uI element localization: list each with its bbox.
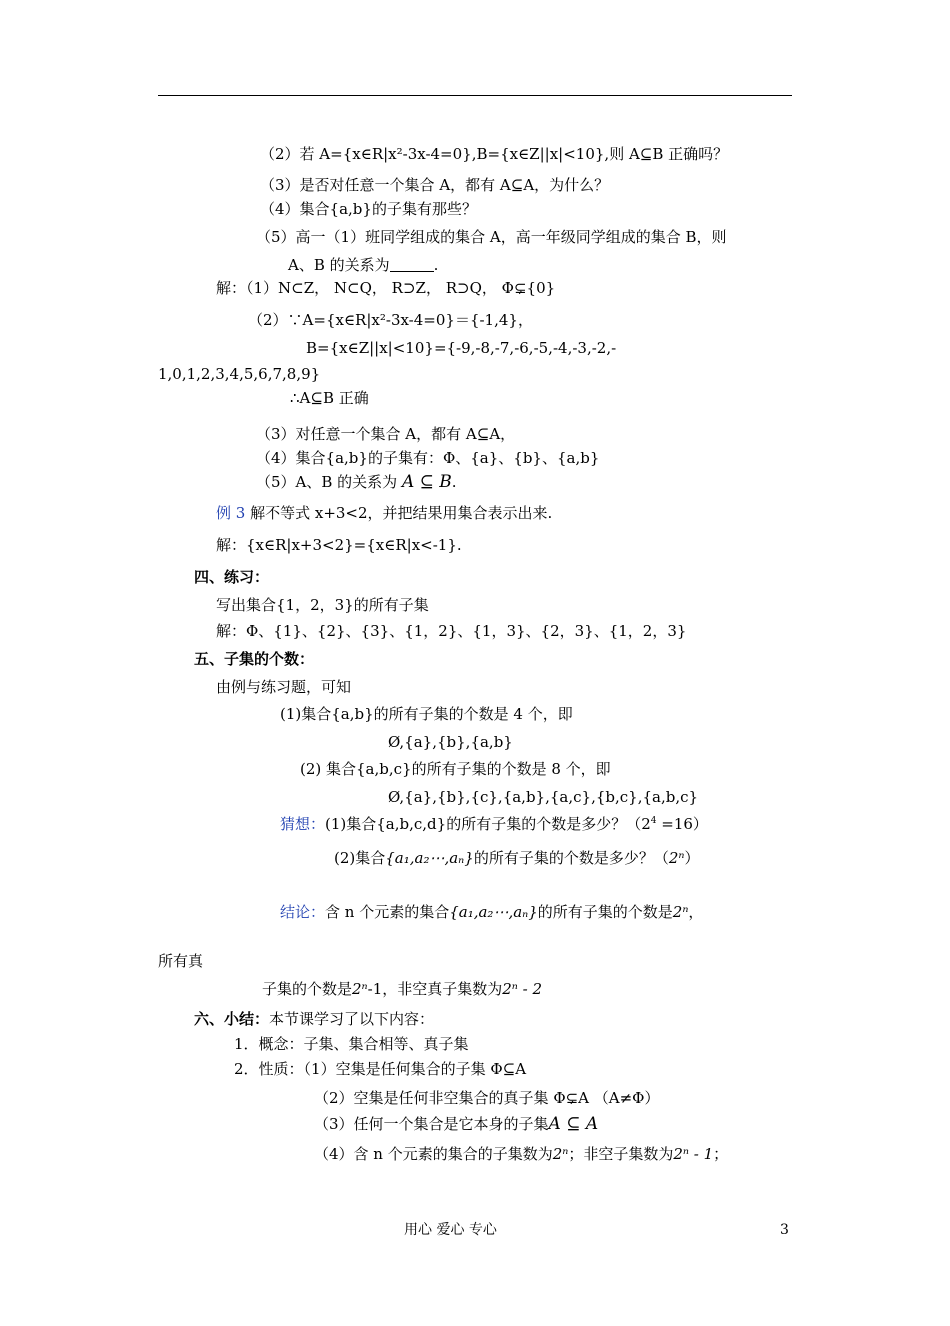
conclusion-cont: 所有真 <box>158 952 204 970</box>
count-2: (2) 集合{a,b,c}的所有子集的个数是 8 个，即 <box>300 760 611 778</box>
property-3 <box>314 1114 598 1134</box>
conjecture-2-text: (2)集合 <box>334 849 386 867</box>
conclusion-text: 含 n 个元素的集合 <box>325 903 450 921</box>
period: . <box>433 256 439 274</box>
power-formula: 2ⁿ <box>352 980 368 998</box>
example-label: 例 3 <box>216 504 246 522</box>
example-text: 解不等式 x+3<2，并把结果用集合表示出来. <box>250 504 553 522</box>
question-3: （3）是否对任意一个集合 A，都有 A⊆A，为什么？ <box>260 176 610 194</box>
conjecture-2-question: 的所有子集的个数是多少？（ <box>473 849 669 867</box>
power-formula-minus-1: 2ⁿ - 1 <box>673 1145 714 1163</box>
solution-5-text: （5）A、B 的关系为 <box>256 473 398 491</box>
proper-subset-count <box>262 979 542 999</box>
set-notation: {a₁,a₂⋯,aₙ} <box>385 849 474 867</box>
section-6-subtitle: 本节课学习了以下内容： <box>269 1010 435 1028</box>
solution-4: （4）集合{a,b}的子集有：Φ、{a}、{b}、{a,b} <box>256 449 600 467</box>
comma: ， <box>688 903 704 921</box>
semicolon: ； <box>713 1145 729 1163</box>
conjecture-label: 猜想： <box>280 815 326 833</box>
period: . <box>451 473 457 491</box>
section-6-heading <box>194 1009 434 1029</box>
conclusion-label: 结论： <box>280 903 326 921</box>
subset-formula: A ⊆ A <box>548 1114 599 1134</box>
count-2-subsets: Ø,{a},{b},{c},{a,b},{a,c},{b,c},{a,b,c} <box>388 788 699 806</box>
close-paren: ） <box>684 849 700 867</box>
fill-blank <box>390 257 434 272</box>
summary-concepts: 1．概念：子集、集合相等、真子集 <box>234 1035 469 1053</box>
count-1-subsets: Ø,{a},{b},{a,b} <box>388 733 513 751</box>
property-3-text: （3）任何一个集合是它本身的子集 <box>314 1115 549 1133</box>
header-rule <box>158 95 792 96</box>
section-4-heading: 四、练习： <box>194 568 270 586</box>
property-4-text: （4）含 n 个元素的集合的子集数为 <box>314 1145 553 1163</box>
conjecture-1-text: (1)集合{a,b,c,d}的所有子集的个数是多少？（2 <box>325 815 651 833</box>
section-5-heading: 五、子集的个数： <box>194 650 315 668</box>
conjecture-2 <box>334 848 699 868</box>
question-5: （5）高一（1）班同学组成的集合 A，高一年级同学组成的集合 B，则 <box>256 228 727 246</box>
exponent: 4 <box>650 816 657 826</box>
solution-2-conclusion: ∴A⊆B 正确 <box>290 389 369 407</box>
section-6-title: 六、小结： <box>194 1010 270 1028</box>
summary-properties: 2．性质：（1）空集是任何集合的子集 Φ⊆A <box>234 1060 527 1078</box>
solution-2-set-b-cont: 1,0,1,2,3,4,5,6,7,8,9} <box>158 365 321 383</box>
question-4: （4）集合{a,b}的子集有那些？ <box>260 200 477 218</box>
exercise-solution: 解：Φ、{1}、{2}、{3}、{1，2}、{1，3}、{2，3}、{1，2，3} <box>216 622 687 640</box>
conclusion-text-2: 的所有子集的个数是 <box>537 903 673 921</box>
solution-1: 解：（1）N⊂Z， N⊂Q， R⊃Z， R⊃Q， Φ⊊{0} <box>216 279 556 297</box>
page-number: 3 <box>780 1222 789 1238</box>
count-1: (1)集合{a,b}的所有子集的个数是 4 个，即 <box>280 705 573 723</box>
exercise-text: 写出集合{1，2，3}的所有子集 <box>216 596 429 614</box>
intro-text: 由例与练习题，可知 <box>216 678 352 696</box>
solution-2: （2）∵A={x∈R|x²-3x-4=0}＝{-1,4}， <box>248 311 533 329</box>
property-2: （2）空集是任何非空集合的真子集 Φ⊊A （A≠Φ） <box>314 1089 660 1107</box>
property-4 <box>314 1144 728 1164</box>
proper-subset-text: 子集的个数是 <box>262 980 353 998</box>
solution-2-set-b: B={x∈Z||x|<10}={-9,-8,-7,-6,-5,-4,-3,-2,- <box>306 339 617 357</box>
conclusion <box>280 902 703 922</box>
conjecture-1-answer: =16） <box>656 815 708 833</box>
power-formula-minus-2: 2ⁿ - 2 <box>502 980 543 998</box>
example-3-solution: 解：{x∈R|x+3<2}={x∈R|x<-1}. <box>216 536 462 554</box>
power-formula: 2ⁿ <box>552 1145 569 1163</box>
solution-5 <box>256 472 457 492</box>
question-2: （2）若 A={x∈R|x²-3x-4=0},B={x∈Z||x|<10},则 A⊆B 正确吗？ <box>260 145 729 163</box>
power-formula: 2ⁿ <box>672 903 689 921</box>
question-5-cont <box>288 255 438 275</box>
power-formula: 2ⁿ <box>668 849 685 867</box>
conjecture-1 <box>280 814 708 834</box>
question-5-text: A、B 的关系为 <box>288 256 390 274</box>
subset-formula: A ⊆ B <box>401 472 452 492</box>
footer-motto: 用心 爱心 专心 <box>404 1222 497 1238</box>
proper-subset-text-2: -1，非空真子集数为 <box>367 980 503 998</box>
property-4-text-2: ；非空子集数为 <box>568 1145 674 1163</box>
set-notation: {a₁,a₂⋯,aₙ} <box>449 903 538 921</box>
solution-3: （3）对任意一个集合 A，都有 A⊆A， <box>256 425 516 443</box>
example-3 <box>216 503 552 523</box>
